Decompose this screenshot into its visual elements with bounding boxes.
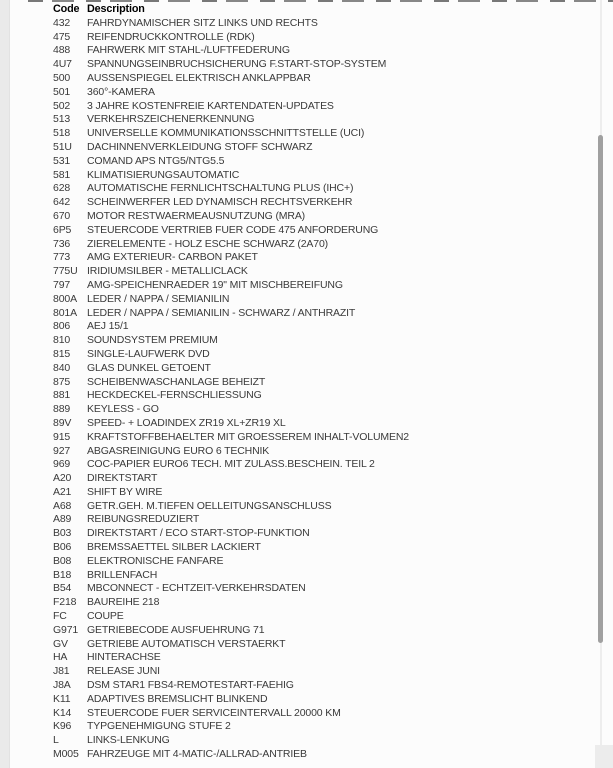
scrollbar-bottom-corner: [595, 745, 613, 768]
row-code: 51U: [53, 140, 72, 153]
table-row: [53, 127, 597, 141]
row-description: ELEKTRONISCHE FANFARE: [87, 554, 224, 567]
row-code: 501: [53, 85, 71, 98]
row-description: BREMSSAETTEL SILBER LACKIERT: [87, 541, 261, 554]
row-description: GETRIEBECODE AUSFUEHRUNG 71: [87, 623, 265, 636]
table-row: [53, 155, 597, 169]
table-row: [53, 72, 597, 86]
row-description: SCHEINWERFER LED DYNAMISCH RECHTSVERKEHR: [87, 196, 353, 209]
row-code: 800A: [53, 292, 77, 305]
row-description: KRAFTSTOFFBEHAELTER MIT GROESSEREM INHALT-VOLUMEN2: [87, 430, 409, 443]
row-description: 360°-KAMERA: [87, 85, 155, 98]
table-row: [53, 100, 597, 114]
row-description: SPEED- + LOADINDEX ZR19 XL+ZR19 XL: [87, 416, 286, 429]
row-description: AMG-SPEICHENRAEDER 19" MIT MISCHBEREIFUNG: [87, 278, 343, 291]
row-description: MBCONNECT - ECHTZEIT-VERKEHRSDATEN: [87, 582, 306, 595]
row-description: STEUERCODE VERTRIEB FUER CODE 475 ANFORDERUNG: [87, 223, 379, 236]
scrollbar-thumb[interactable]: [598, 135, 603, 643]
table-row: [53, 707, 597, 721]
row-code: F218: [53, 596, 77, 609]
row-description: FAHRWERK MIT STAHL-/LUFTFEDERUNG: [87, 44, 290, 57]
row-description: SCHEIBENWASCHANLAGE BEHEIZT: [87, 375, 266, 388]
table-row: [53, 320, 597, 334]
row-code: 628: [53, 182, 71, 195]
table-row: [53, 720, 597, 734]
row-code: K14: [53, 706, 72, 719]
row-description: ADAPTIVES BREMSLICHT BLINKEND: [87, 692, 268, 705]
row-code: B06: [53, 541, 72, 554]
row-description: GETR.GEH. M.TIEFEN OELLEITUNGSANSCHLUSS: [87, 499, 332, 512]
clipped-row-top-edge: [28, 0, 613, 2]
row-code: 500: [53, 71, 71, 84]
table-row: [53, 141, 597, 155]
row-code: 518: [53, 127, 71, 140]
row-description: COC-PAPIER EURO6 TECH. MIT ZULASS.BESCHEIN. TEIL 2: [87, 458, 375, 471]
table-row: [53, 596, 597, 610]
table-row: [53, 362, 597, 376]
row-code: M005: [53, 748, 79, 761]
table-row: [53, 31, 597, 45]
table-row: [53, 44, 597, 58]
row-description: COMAND APS NTG5/NTG5.5: [87, 154, 225, 167]
row-code: 775U: [53, 265, 78, 278]
row-code: HA: [53, 651, 68, 664]
row-code: 927: [53, 444, 71, 457]
row-description: AUTOMATISCHE FERNLICHTSCHALTUNG PLUS (IHC+): [87, 182, 354, 195]
table-row: [53, 307, 597, 321]
table-row: [53, 279, 597, 293]
table-row: [53, 224, 597, 238]
row-description: REIFENDRUCKKONTROLLE (RDK): [87, 30, 255, 43]
row-code: B54: [53, 582, 72, 595]
row-description: BAUREIHE 218: [87, 596, 160, 609]
table-row: [53, 169, 597, 183]
row-description: ZIERELEMENTE - HOLZ ESCHE SCHWARZ (2A70): [87, 237, 328, 250]
table-row: [53, 86, 597, 100]
row-code: 513: [53, 113, 71, 126]
table-row: [53, 638, 597, 652]
row-code: L: [53, 734, 59, 747]
table-row: [53, 651, 597, 665]
row-code: 806: [53, 320, 71, 333]
row-description: LINKS-LENKUNG: [87, 734, 170, 747]
row-code: 815: [53, 347, 71, 360]
row-description: SOUNDSYSTEM PREMIUM: [87, 334, 218, 347]
table-row: [53, 389, 597, 403]
header-code: Code: [53, 3, 80, 15]
row-description: IRIDIUMSILBER - METALLICLACK: [87, 265, 248, 278]
row-code: B18: [53, 568, 72, 581]
row-code: 488: [53, 44, 71, 57]
row-code: 797: [53, 278, 71, 291]
row-description: REIBUNGSREDUZIERT: [87, 513, 200, 526]
row-description: SHIFT BY WIRE: [87, 485, 163, 498]
row-code: J81: [53, 665, 70, 678]
row-code: K11: [53, 692, 71, 705]
table-row: [53, 403, 597, 417]
row-description: KEYLESS - GO: [87, 403, 159, 416]
row-description: BRILLENFACH: [87, 568, 158, 581]
row-code: 642: [53, 196, 71, 209]
row-code: A68: [53, 499, 72, 512]
row-description: HINTERACHSE: [87, 651, 161, 664]
row-code: 875: [53, 375, 71, 388]
table-row: [53, 113, 597, 127]
row-description: DSM STAR1 FBS4-REMOTESTART-FAEHIG: [87, 679, 294, 692]
row-code: 502: [53, 99, 71, 112]
table-row: [53, 445, 597, 459]
table-row: [53, 665, 597, 679]
row-description: SPANNUNGSEINBRUCHSICHERUNG F.START-STOP-SYSTEM: [87, 58, 387, 71]
row-description: HECKDECKEL-FERNSCHLIESSUNG: [87, 389, 262, 402]
table-row: [53, 431, 597, 445]
row-description: LEDER / NAPPA / SEMIANILIN: [87, 292, 230, 305]
row-code: 432: [53, 16, 71, 29]
row-code: B08: [53, 554, 72, 567]
row-description: 3 JAHRE KOSTENFREIE KARTENDATEN-UPDATES: [87, 99, 334, 112]
row-code: 801A: [53, 306, 77, 319]
row-code: A21: [53, 485, 72, 498]
table-row: [53, 238, 597, 252]
table-row: [53, 486, 597, 500]
row-code: 736: [53, 237, 71, 250]
row-code: 581: [53, 168, 71, 181]
table-row: [53, 569, 597, 583]
table-row: [53, 17, 597, 31]
table-row: [53, 513, 597, 527]
row-code: 840: [53, 361, 71, 374]
row-description: RELEASE JUNI: [87, 665, 160, 678]
row-code: 810: [53, 334, 71, 347]
row-description: AEJ 15/1: [87, 320, 129, 333]
table-row: [53, 293, 597, 307]
page-left-gutter: [0, 0, 10, 768]
row-description: VERKEHRSZEICHENERKENNUNG: [87, 113, 255, 126]
row-code: 915: [53, 430, 71, 443]
row-description: FAHRZEUGE MIT 4-MATIC-/ALLRAD-ANTRIEB: [87, 748, 307, 761]
table-row: [53, 376, 597, 390]
table-row: [53, 527, 597, 541]
table-row: [53, 624, 597, 638]
table-row: [53, 210, 597, 224]
row-code: 969: [53, 458, 71, 471]
table-row: [53, 417, 597, 431]
row-description: AUSSENSPIEGEL ELEKTRISCH ANKLAPPBAR: [87, 71, 311, 84]
row-code: J8A: [53, 679, 71, 692]
row-description: GLAS DUNKEL GETOENT: [87, 361, 211, 374]
row-code: A89: [53, 513, 72, 526]
table-row: [53, 251, 597, 265]
row-code: 881: [53, 389, 71, 402]
row-description: DIREKTSTART / ECO START-STOP-FUNKTION: [87, 527, 310, 540]
table-row: [53, 582, 597, 596]
row-code: 475: [53, 30, 71, 43]
table-row: [53, 500, 597, 514]
equipment-code-table: [53, 3, 597, 762]
row-code: 89V: [53, 416, 72, 429]
row-code: G971: [53, 623, 79, 636]
table-row: [53, 348, 597, 362]
table-row: [53, 748, 597, 762]
row-code: 670: [53, 209, 71, 222]
row-code: FC: [53, 610, 67, 623]
row-description: DACHINNENVERKLEIDUNG STOFF SCHWARZ: [87, 140, 313, 153]
row-description: TYPGENEHMIGUNG STUFE 2: [87, 720, 231, 733]
row-description: MOTOR RESTWAERMEAUSNUTZUNG (MRA): [87, 209, 306, 222]
table-row: [53, 458, 597, 472]
row-description: AMG EXTERIEUR- CARBON PAKET: [87, 251, 258, 264]
row-code: GV: [53, 637, 68, 650]
row-description: LEDER / NAPPA / SEMIANILIN - SCHWARZ / ANTHRAZIT: [87, 306, 356, 319]
row-description: KLIMATISIERUNGSAUTOMATIC: [87, 168, 240, 181]
row-description: UNIVERSELLE KOMMUNIKATIONSSCHNITTSTELLE (UCI): [87, 127, 365, 140]
table-row: [53, 693, 597, 707]
table-row: [53, 679, 597, 693]
row-code: A20: [53, 472, 72, 485]
row-code: B03: [53, 527, 72, 540]
table-row: [53, 58, 597, 72]
row-code: K96: [53, 720, 72, 733]
row-code: 531: [53, 154, 71, 167]
table-row: [53, 610, 597, 624]
row-description: SINGLE-LAUFWERK DVD: [87, 347, 210, 360]
row-code: 773: [53, 251, 71, 264]
table-row: [53, 541, 597, 555]
row-code: 889: [53, 403, 71, 416]
table-row: [53, 734, 597, 748]
row-description: DIREKTSTART: [87, 472, 158, 485]
table-row: [53, 196, 597, 210]
row-code: 4U7: [53, 58, 72, 71]
table-row: [53, 334, 597, 348]
header-description: Description: [87, 3, 145, 15]
table-row: [53, 472, 597, 486]
row-description: COUPE: [87, 610, 124, 623]
table-row: [53, 555, 597, 569]
row-description: ABGASREINIGUNG EURO 6 TECHNIK: [87, 444, 270, 457]
table-body: [53, 17, 597, 762]
table-row: [53, 182, 597, 196]
table-header-row: [53, 3, 597, 17]
row-description: STEUERCODE FUER SERVICEINTERVALL 20000 KM: [87, 706, 341, 719]
row-description: GETRIEBE AUTOMATISCH VERSTAERKT: [87, 637, 286, 650]
table-row: [53, 265, 597, 279]
row-code: 6P5: [53, 223, 72, 236]
row-description: FAHRDYNAMISCHER SITZ LINKS UND RECHTS: [87, 16, 318, 29]
